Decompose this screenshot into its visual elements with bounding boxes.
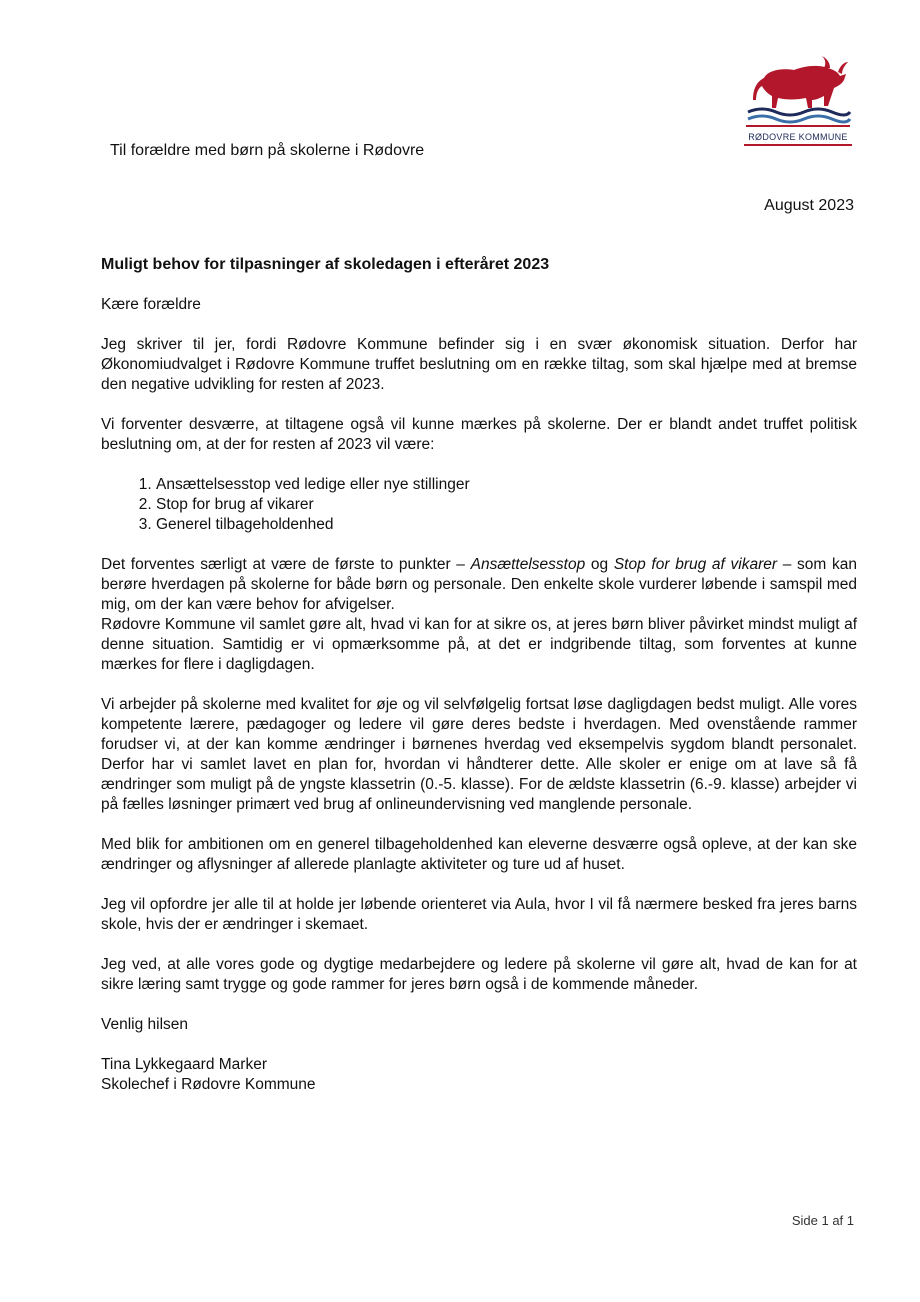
recipient-line: Til forældre med børn på skolerne i Rødovre <box>110 142 425 159</box>
signature-name: Tina Lykkegaard Marker <box>101 1056 267 1073</box>
signature-title: Skolechef i Rødovre Kommune <box>101 1076 316 1093</box>
paragraph-6: Med blik for ambitionen om en generel tilbageholdenhed kan eleverne desværre også opleve, at der kan ske ændringer og aflysninger af allerede planlagte aktiviteter og ture ud af huset. <box>101 836 857 873</box>
logo-underline <box>744 144 852 146</box>
letter-heading: Muligt behov for tilpasninger af skoledagen i efteråret 2023 <box>101 256 550 273</box>
bull-emblem-icon <box>742 50 854 132</box>
paragraph-5: Vi arbejder på skolerne med kvalitet for øje og vil selvfølgelig fortsat løse dagligdagen bedst muligt. Alle vores kompetente lærere, pædagoger og ledere vil gøre deres bedste i hverdagen. Med ovenstående rammer forudser vi, at der kan komme ændringer i børnenes hverdag ved eksempelvis sygdom blandt personalet. Derfor har vi samlet lavet en plan for, hvordan vi håndterer dette. Alle skoler er enige om at lave så få ændringer som muligt på de yngste klassetrin (0.-5. klasse). For de ældste klassetrin (6.-9. klasse) arbejder vi på fælles løsninger primært ved brug af onlineundervisning ved manglende personale. <box>101 696 857 813</box>
paragraph-2: Vi forventer desværre, at tiltagene også vil kunne mærkes på skolerne. Der er blandt andet truffet politisk beslutning om, at der for resten af 2023 vil være: <box>101 416 857 453</box>
paragraph-7: Jeg vil opfordre jer alle til at holde jer løbende orienteret via Aula, hvor I vil få nærmere besked fra jeres barns skole, hvis der er ændringer i skemaet. <box>101 896 857 933</box>
logo-caption: RØDOVRE KOMMUNE <box>748 132 848 142</box>
paragraph-3-text: Det forventes særligt at være de første to punkter – <box>101 556 471 573</box>
list-item: 3. Generel tilbageholdenhed <box>156 515 857 535</box>
paragraph-3-text: – som kan berøre hverdagen på skolerne for både børn og personale. Den enkelte skole vurderer løbende i samspil med mig, om der kan være behov for afvigelser. <box>101 556 857 613</box>
list-item: 2. Stop for brug af vikarer <box>156 495 857 515</box>
paragraph-8: Jeg ved, at alle vores gode og dygtige medarbejdere og ledere på skolerne vil gøre alt, hvad de kan for at sikre læring samt trygge og gode rammer for jeres børn også i de kommende måneder. <box>101 956 857 993</box>
closing: Venlig hilsen <box>101 1016 189 1033</box>
paragraph-3 <box>101 555 857 615</box>
emphasis-substitute-stop: Stop for brug af vikarer <box>613 556 778 573</box>
letter-date: August 2023 <box>764 197 854 214</box>
measures-list <box>101 475 857 535</box>
salutation: Kære forældre <box>101 296 201 313</box>
municipality-logo <box>742 50 854 150</box>
list-item: 1. Ansættelsesstop ved ledige eller nye stillinger <box>156 475 857 495</box>
paragraph-1: Jeg skriver til jer, fordi Rødovre Kommune befinder sig i en svær økonomisk situation. Derfor har Økonomiudvalget i Rødovre Kommune truffet beslutning om en række tiltag, som skal hjælpe med at bremse den negative udvikling for resten af 2023. <box>101 336 857 393</box>
page-number: Side 1 af 1 <box>791 1213 854 1228</box>
paragraph-4: Rødovre Kommune vil samlet gøre alt, hvad vi kan for at sikre os, at jeres børn bliver påvirket mindst muligt af denne situation. Samtidig er vi opmærksomme på, at det er indgribende tiltag, som forventes at kunne mærkes for flere i dagligdagen. <box>101 616 857 673</box>
letter-body <box>101 255 857 1095</box>
paragraph-3-text: og <box>585 556 614 573</box>
emphasis-hiring-freeze: Ansættelsesstop <box>470 556 586 573</box>
